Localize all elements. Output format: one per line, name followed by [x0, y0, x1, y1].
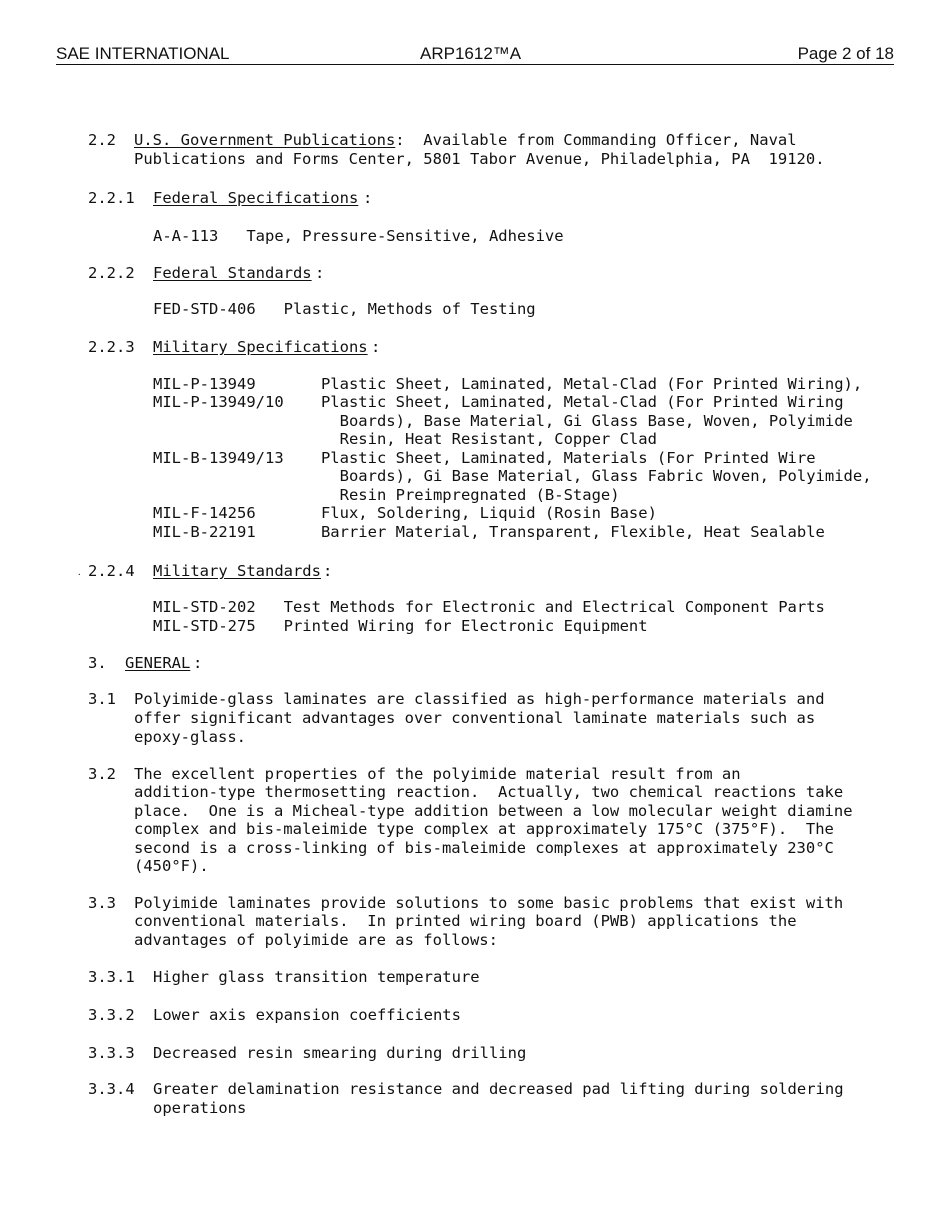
reference-line: MIL-F-14256 Flux, Soldering, Liquid (Rosin Base) [153, 504, 657, 522]
section-2-2-text [134, 131, 797, 150]
section-title: Federal Standards [153, 264, 312, 282]
section-title: U.S. Government Publications [134, 131, 396, 149]
list-item: Higher glass transition temperature [153, 968, 480, 986]
section-number: 3.3.3 [88, 1044, 135, 1062]
header-org: SAE INTERNATIONAL [56, 44, 230, 63]
colon: : [363, 189, 373, 207]
section-number: 3.1 [88, 690, 116, 708]
colon: : [371, 338, 381, 356]
paragraph-line: place. One is a Micheal-type addition between a low molecular weight diamine [134, 802, 853, 820]
section-number: 3. [88, 654, 107, 672]
list-item: Lower axis expansion coefficients [153, 1006, 461, 1024]
stray-mark: . [78, 567, 81, 578]
section-number: 3.2 [88, 765, 116, 783]
reference-entry: FED-STD-406 Plastic, Methods of Testing [153, 300, 536, 318]
reference-line: MIL-STD-275 Printed Wiring for Electronic Equipment [153, 617, 648, 635]
paragraph-line: offer significant advantages over conventional laminate materials such as [134, 709, 816, 727]
list-item: operations [153, 1099, 247, 1117]
section-number: 2.2.2 [88, 264, 135, 282]
section-text: Publications and Forms Center, 5801 Tabor Avenue, Philadelphia, PA 19120. [134, 150, 825, 168]
list-item: Greater delamination resistance and decreased pad lifting during soldering [153, 1080, 844, 1098]
reference-entry: A-A-113 Tape, Pressure-Sensitive, Adhesive [153, 227, 564, 245]
section-number: 2.2.1 [88, 189, 135, 207]
section-number: 2.2.3 [88, 338, 135, 356]
list-item: Decreased resin smearing during drilling [153, 1044, 527, 1062]
page-header [56, 44, 894, 65]
paragraph-line: addition-type thermosetting reaction. Actually, two chemical reactions take [134, 783, 844, 801]
section-number: 3.3.4 [88, 1080, 135, 1098]
section-title: Federal Specifications [153, 189, 359, 207]
paragraph-line: second is a cross-linking of bis-maleimide complexes at approximately 230°C [134, 839, 834, 857]
paragraph-line: complex and bis-maleimide type complex at approximately 175°C (375°F). The [134, 820, 834, 838]
paragraph-line: (450°F). [134, 857, 209, 875]
paragraph-line: The excellent properties of the polyimide material result from an [134, 765, 741, 783]
reference-line: Resin, Heat Resistant, Copper Clad [153, 430, 657, 448]
section-title: Military Specifications [153, 338, 368, 356]
paragraph-line: Polyimide-glass laminates are classified as high-performance materials and [134, 690, 825, 708]
paragraph-line: advantages of polyimide are as follows: [134, 931, 498, 949]
colon: : [315, 264, 325, 282]
colon: : [193, 654, 203, 672]
reference-line: MIL-P-13949/10 Plastic Sheet, Laminated, Metal-Clad (For Printed Wiring [153, 393, 844, 411]
reference-line: MIL-STD-202 Test Methods for Electronic and Electrical Component Parts [153, 598, 825, 616]
section-number: 3.3.2 [88, 1006, 135, 1024]
header-doc-id: ARP1612™A [420, 44, 522, 63]
section-title: Military Standards [153, 562, 321, 580]
section-title: GENERAL [125, 654, 191, 672]
paragraph-line: Polyimide laminates provide solutions to some basic problems that exist with [134, 894, 844, 912]
paragraph-line: conventional materials. In printed wiring board (PWB) applications the [134, 912, 797, 930]
reference-line: MIL-B-13949/13 Plastic Sheet, Laminated, Materials (For Printed Wire [153, 449, 816, 467]
header-page-number: Page 2 of 18 [797, 44, 894, 63]
section-number: 2.2.4 [88, 562, 135, 580]
reference-line: MIL-P-13949 Plastic Sheet, Laminated, Metal-Clad (For Printed Wiring), [153, 375, 863, 393]
section-number: 3.3 [88, 894, 116, 912]
reference-line: MIL-B-22191 Barrier Material, Transparent, Flexible, Heat Sealable [153, 523, 825, 541]
paragraph-line: epoxy-glass. [134, 728, 246, 746]
colon: : [323, 562, 333, 580]
reference-line: Boards), Base Material, Gi Glass Base, Woven, Polyimide [153, 412, 853, 430]
section-number: 2.2 [88, 131, 116, 149]
section-text: : Available from Commanding Officer, Naval [395, 131, 797, 149]
reference-line: Boards), Gi Base Material, Glass Fabric Woven, Polyimide, [153, 467, 872, 485]
reference-line: Resin Preimpregnated (B-Stage) [153, 486, 620, 504]
section-number: 3.3.1 [88, 968, 135, 986]
